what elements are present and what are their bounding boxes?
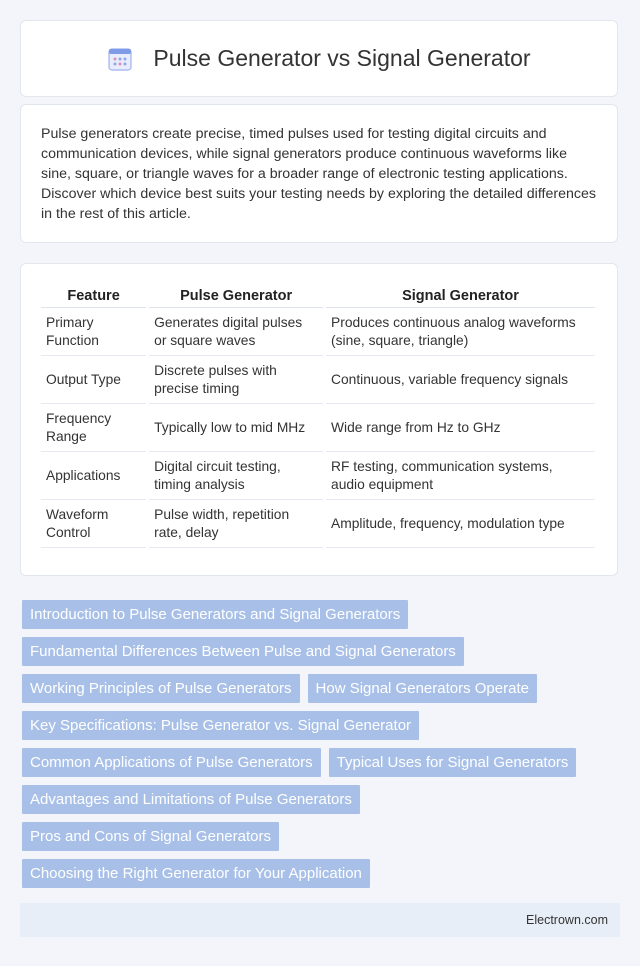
calendar-grid-icon	[107, 46, 133, 72]
table-cell: Pulse width, repetition rate, delay	[149, 500, 323, 548]
table-cell: Discrete pulses with precise timing	[149, 356, 323, 404]
table-cell: Digital circuit testing, timing analysis	[149, 452, 323, 500]
footer-site-name: Electrown.com	[526, 913, 608, 927]
column-header-pulse-generator: Pulse Generator	[149, 282, 323, 308]
table-row	[41, 404, 595, 452]
header-card	[20, 20, 618, 97]
page-title: Pulse Generator vs Signal Generator	[153, 45, 531, 71]
link-row	[22, 785, 622, 814]
comparison-table-card	[20, 263, 618, 576]
link-how-signal-generators-operate[interactable]: How Signal Generators Operate	[308, 674, 537, 703]
table-header-row	[41, 282, 595, 308]
table-cell: Generates digital pulses or square waves	[149, 308, 323, 356]
intro-card	[20, 104, 618, 243]
link-row	[22, 637, 622, 666]
table-cell: Frequency Range	[41, 404, 146, 452]
table-cell: Applications	[41, 452, 146, 500]
link-choosing-right-generator[interactable]: Choosing the Right Generator for Your Application	[22, 859, 370, 888]
link-row	[22, 711, 622, 740]
table-cell: Typically low to mid MHz	[149, 404, 323, 452]
table-row	[41, 308, 595, 356]
table-cell: Amplitude, frequency, modulation type	[326, 500, 595, 548]
table-cell: Waveform Control	[41, 500, 146, 548]
link-advantages-limitations[interactable]: Advantages and Limitations of Pulse Generators	[22, 785, 360, 814]
table-row	[41, 356, 595, 404]
link-row	[22, 748, 622, 777]
column-header-signal-generator: Signal Generator	[326, 282, 595, 308]
link-typical-uses[interactable]: Typical Uses for Signal Generators	[329, 748, 577, 777]
link-row	[22, 674, 622, 703]
table-cell: Primary Function	[41, 308, 146, 356]
link-row	[22, 600, 622, 629]
table-cell: RF testing, communication systems, audio equipment	[326, 452, 595, 500]
table-cell: Output Type	[41, 356, 146, 404]
table-row	[41, 452, 595, 500]
intro-paragraph: Pulse generators create precise, timed pulses used for testing digital circuits and communication devices, while signal generators produce continuous waveforms like sine, square, or triangle waves for a broader range of electronic testing applications. Discover which device best suits your testing needs by exploring the detailed differences in the rest of this article.	[41, 126, 596, 222]
comparison-table	[38, 282, 598, 548]
footer	[20, 903, 620, 937]
table-row	[41, 500, 595, 548]
link-fundamental-differences[interactable]: Fundamental Differences Between Pulse and Signal Generators	[22, 637, 464, 666]
link-pros-cons[interactable]: Pros and Cons of Signal Generators	[22, 822, 279, 851]
table-cell: Produces continuous analog waveforms (sine, square, triangle)	[326, 308, 595, 356]
link-introduction[interactable]: Introduction to Pulse Generators and Signal Generators	[22, 600, 408, 629]
table-cell: Continuous, variable frequency signals	[326, 356, 595, 404]
link-row	[22, 859, 622, 888]
link-working-principles[interactable]: Working Principles of Pulse Generators	[22, 674, 300, 703]
table-cell: Wide range from Hz to GHz	[326, 404, 595, 452]
link-key-specifications[interactable]: Key Specifications: Pulse Generator vs. Signal Generator	[22, 711, 419, 740]
column-header-feature: Feature	[41, 282, 146, 308]
link-common-applications[interactable]: Common Applications of Pulse Generators	[22, 748, 321, 777]
link-row	[22, 822, 622, 851]
article-links	[22, 600, 622, 896]
